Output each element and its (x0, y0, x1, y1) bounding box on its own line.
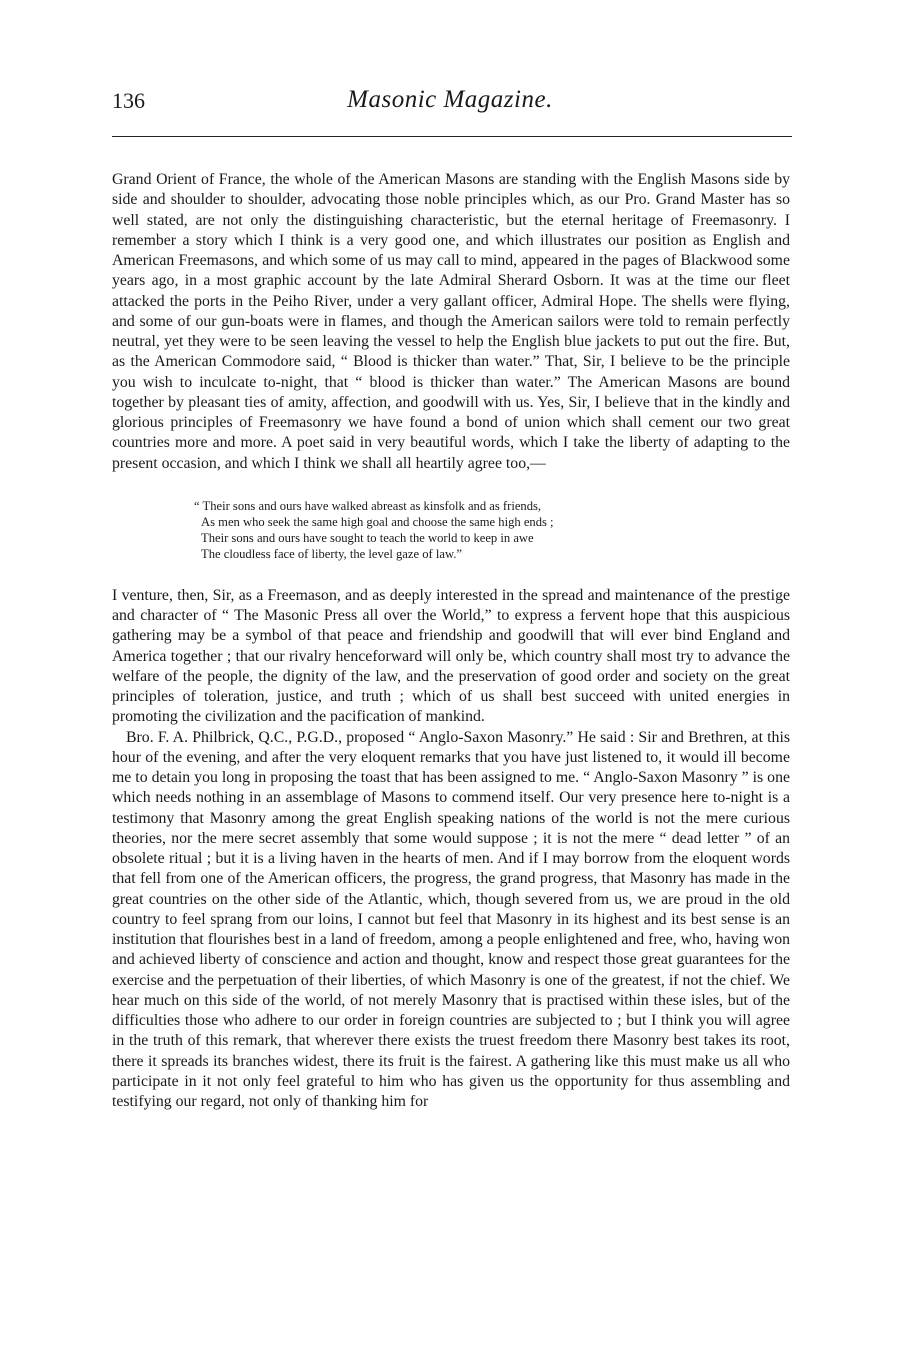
header-rule (112, 136, 792, 137)
running-title: Masonic Magazine. (347, 86, 553, 113)
verse-line-1: “ Their sons and ours have walked abreast as kinsfolk and as friends, (194, 498, 542, 513)
article-body (112, 170, 790, 1112)
page-number: 136 (112, 88, 145, 113)
verse-quotation (194, 498, 790, 562)
paragraph-2: I venture, then, Sir, as a Freemason, and as deeply interested in the spread and maintenance of the prestige and character of “ The Masonic Press all over the World,” to express a fervent hope that this auspicious gathering may be a symbol of that peace and friendship and goodwill that will ever bind England and America together ; that our rivalry henceforward will only be, which country shall most try to advance the welfare of the people, the dignity of the law, and the preservation of good order and society on the great principles of toleration, justice, and truth ; which of us shall best succeed with united energies in promoting the civilization and the pacification of mankind. (112, 586, 790, 726)
verse-line-3: Their sons and ours have sought to teach the world to keep in awe (201, 530, 534, 545)
paragraph-3: Bro. F. A. Philbrick, Q.C., P.G.D., proposed “ Anglo-Saxon Masonry.” He said : Sir and Brethren, at this hour of the evening, and after the very eloquent remarks that you have just listened to, it would ill become me to detain you long in proposing the toast that has been assigned to me. “ Anglo-Saxon Masonry ” is one which needs nothing in an assemblage of Masons to commend itself. Our very presence here to-night is a testimony that Masonry among the great English speaking nations of the world is not the mere curious theories, nor the mere secret assembly that some would suppose ; it is not the mere “ dead letter ” of an obsolete ritual ; but it is a living haven in the hearts of men. And if I may borrow from the eloquent words that fell from one of the American officers, the progress, the grand progress, that Masonry has made in the great countries on the other side of the Atlantic, which, though severed from us, we are proud in the old country to feel sprang from our loins, I cannot but feel that Masonry in its highest and its best sense is an institution that flourishes best in a land of freedom, among a people enlightened and free, who, having won and achieved liberty of conscience and action and thought, know and respect those great guarantees for the exercise and the perpetuation of their liberties, of which Masonry is one of the greatest, if not the chief. We hear much on this side of the world, of not merely Masonry that is practised within these isles, but of the difficulties those who adhere to our order in foreign countries are subjected to ; but I think you will agree in the truth of this remark, that wherever there exists the truest freedom there Masonry best takes its root, there it spreads its branches widest, there its fruit is the fairest. A gathering like this must make us all who participate in it not only feel grateful to him who has given us the opportunity for thus assembling and testifying our regard, not only of thanking him for (112, 728, 790, 1110)
paragraph-1: Grand Orient of France, the whole of the American Masons are standing with the English Masons side by side and shoulder to shoulder, advocating those noble principles which, as our Pro. Grand Master has so well stated, are not only the distinguishing characteristic, but the eternal heritage of Freemasonry. I remember a story which I think is a very good one, and which illustrates our position as English and American Freemasons, and which some of us may call to mind, appeared in the pages of Blackwood some years ago, in a most graphic account by the late Admiral Sherard Osborn. It was at the time our fleet attacked the ports in the Peiho River, under a very gallant officer, Admiral Hope. The shells were flying, and some of our gun-boats were in flames, and though the American sailors were told to remain perfectly neutral, yet they were to be seen leaving the vessel to help the English blue jackets to put out the fire. But, as the American Commodore said, “ Blood is thicker than water.” That, Sir, I believe to be the principle you wish to inculcate to-night, that “ blood is thicker than water.” The American Masons are bound together by pleasant ties of amity, affection, and goodwill with us. Yes, Sir, I believe that in the kindly and glorious principles of Freemasonry we have found a bond of union which shall cement our two great countries more and more. A poet said in very beautiful words, which I take the liberty of adapting to the present occasion, and which I think we shall all heartily agree too,— (112, 171, 790, 472)
verse-line-2: As men who seek the same high goal and choose the same high ends ; (201, 514, 554, 529)
verse-line-4: The cloudless face of liberty, the level gaze of law.” (201, 546, 462, 561)
page-header (112, 84, 788, 124)
